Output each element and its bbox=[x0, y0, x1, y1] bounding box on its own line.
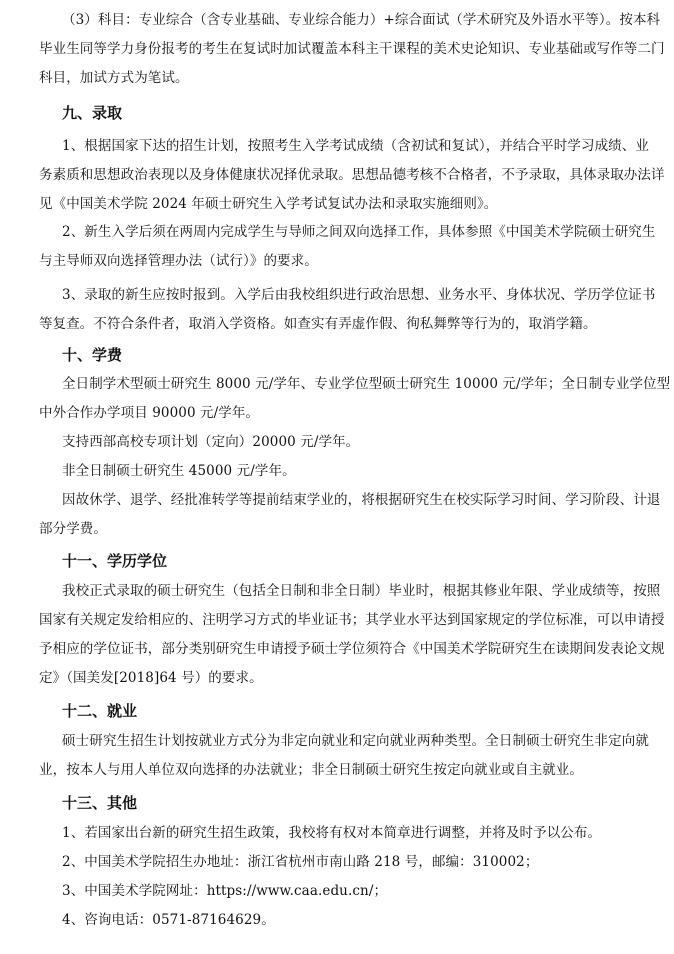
paragraph-line: 我校正式录取的硕士研究生（包括全日制和非全日制）毕业时，根据其修业年限、学业成绩等，按照 bbox=[62, 583, 661, 599]
section-heading-degree: 十一、学历学位 bbox=[62, 552, 168, 570]
paragraph-line: 毕业生同等学力身份报考的考生在复试时加试覆盖本科主干课程的美术史论知识、专业基础或写作等二门 bbox=[39, 41, 665, 57]
paragraph-line: 1、根据国家下达的招生计划，按照考生入学考试成绩（含初试和复试），并结合平时学习成绩、业 bbox=[62, 138, 649, 154]
paragraph-line: 与主导师双向选择管理办法（试行）》的要求。 bbox=[39, 253, 318, 269]
paragraph-line: 务素质和思想政治表现以及身体健康状况择优录取。思想品德考核不合格者，不予录取，具体录取办法详 bbox=[39, 167, 665, 183]
paragraph-line: 等复查。不符合条件者，取消入学资格。如查实有弄虚作假、徇私舞弊等行为的，取消学籍。 bbox=[39, 316, 597, 332]
paragraph-line: 予相应的学位证书，部分类别研究生申请授予硕士学位须符合《中国美术学院研究生在读期间发表论文规 bbox=[39, 641, 665, 657]
paragraph-line: 见《中国美术学院 2024 年硕士研究生入学考试复试办法和录取实施细则》。 bbox=[39, 196, 498, 212]
paragraph-line: 3、录取的新生应按时报到。入学后由我校组织进行政治思想、业务水平、身体状况、学历学位证书 bbox=[62, 287, 656, 303]
paragraph-line: 业，按本人与用人单位双向选择的办法就业；非全日制硕士研究生按定向就业或自主就业。 bbox=[39, 762, 583, 778]
paragraph-line: 国家有关规定发给相应的、注明学习方式的毕业证书；其学业水平达到国家规定的学位标准，可以申请授 bbox=[39, 612, 665, 628]
paragraph-line: 支持西部高校专项计划（定向）20000 元/学年。 bbox=[62, 434, 360, 450]
paragraph-line: 科目，加试方式为笔试。 bbox=[39, 70, 189, 86]
section-heading-employment: 十二、就业 bbox=[62, 702, 138, 720]
paragraph-line: 定》（国美发[2018]64 号）的要求。 bbox=[39, 670, 263, 686]
paragraph-line: 3、中国美术学院网址：https://www.caa.edu.cn/； bbox=[62, 883, 388, 899]
paragraph-line: 因故休学、退学、经批准转学等提前结束学业的，将根据研究生在校实际学习时间、学习阶段、计退 bbox=[62, 492, 661, 508]
paragraph-line: 非全日制硕士研究生 45000 元/学年。 bbox=[62, 463, 296, 479]
paragraph-line: 2、新生入学后须在两周内完成学生与导师之间双向选择工作，具体参照《中国美术学院硕士研究生 bbox=[62, 224, 656, 240]
section-heading-other: 十三、其他 bbox=[62, 794, 138, 812]
paragraph-line: 2、中国美术学院招生办地址：浙江省杭州市南山路 218 号，邮编：310002； bbox=[62, 854, 539, 870]
section-heading-tuition: 十、学费 bbox=[62, 346, 123, 364]
paragraph-line: 中外合作办学项目 90000 元/学年。 bbox=[39, 405, 260, 421]
paragraph-line: 全日制学术型硕士研究生 8000 元/学年、专业学位型硕士研究生 10000 元/学年；全日制专业学位型 bbox=[62, 376, 671, 392]
section-heading-admission: 九、录取 bbox=[62, 104, 123, 122]
paragraph-line: 部分学费。 bbox=[39, 521, 107, 537]
paragraph-line: 4、咨询电话：0571-87164629。 bbox=[62, 912, 275, 928]
paragraph-line: 硕士研究生招生计划按就业方式分为非定向就业和定向就业两种类型。全日制硕士研究生非定向就 bbox=[62, 733, 649, 749]
paragraph-line: （3）科目：专业综合（含专业基础、专业综合能力）+综合面试（学术研究及外语水平等）。按本科 bbox=[62, 12, 661, 28]
paragraph-line: 1、若国家出台新的研究生招生政策，我校将有权对本简章进行调整，并将及时予以公布。 bbox=[62, 825, 602, 841]
